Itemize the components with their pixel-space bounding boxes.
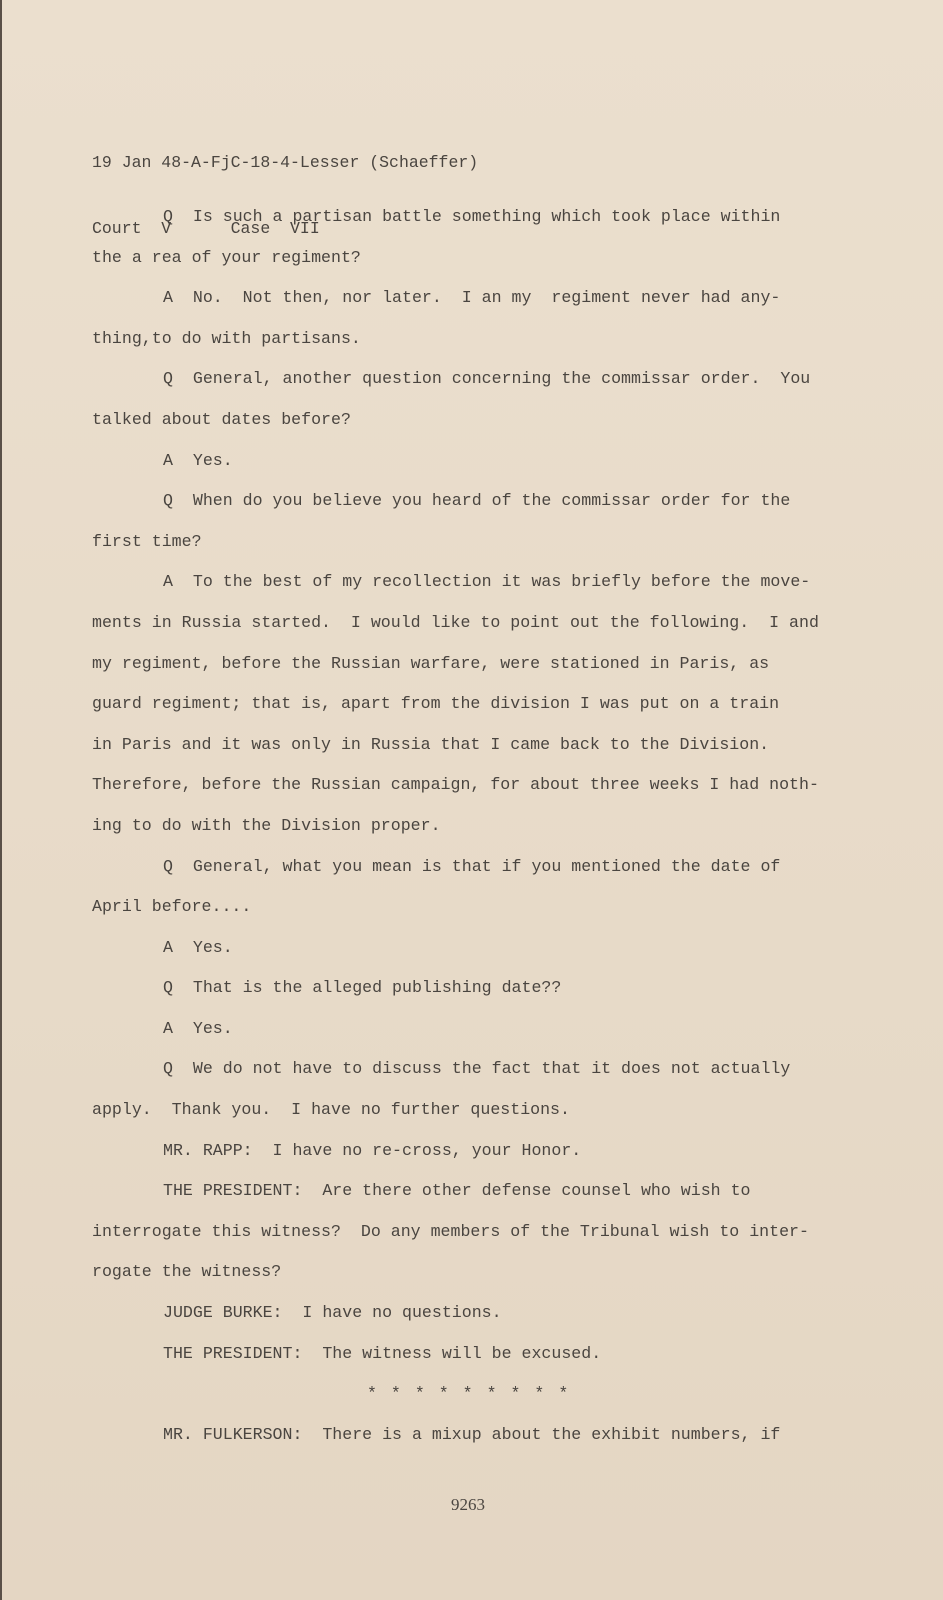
transcript-line: A To the best of my recollection it was briefly before the move- [163, 572, 811, 592]
transcript-line: A Yes. [163, 450, 233, 470]
transcript-line: talked about dates before? [92, 409, 351, 429]
transcript-line: Q When do you believe you heard of the commissar order for the [163, 491, 791, 511]
page-edge [0, 0, 2, 1600]
transcript-line: first time? [92, 531, 202, 551]
transcript-line: JUDGE BURKE: I have no questions. [163, 1303, 502, 1323]
transcript-line: the a rea of your regiment? [92, 247, 361, 267]
transcript-line: my regiment, before the Russian warfare, were stationed in Paris, as [92, 653, 770, 673]
page-number: 9263 [451, 1495, 485, 1514]
transcript-line: A Yes. [163, 937, 233, 957]
transcript-line: A No. Not then, nor later. I an my regiment never had any- [163, 288, 781, 308]
transcript-line: Q We do not have to discuss the fact that it does not actually [163, 1059, 791, 1079]
transcript-line: A Yes. [163, 1018, 233, 1038]
transcript-line: in Paris and it was only in Russia that I came back to the Division. [92, 734, 770, 754]
section-separator: * * * * * * * * * [367, 1384, 571, 1404]
transcript-line: thing,to do with partisans. [92, 328, 361, 348]
transcript-line: Q That is the alleged publishing date?? [163, 978, 562, 998]
transcript-line: guard regiment; that is, apart from the division I was put on a train [92, 694, 780, 714]
transcript-line: THE PRESIDENT: The witness will be excused. [163, 1343, 602, 1363]
transcript-line: THE PRESIDENT: Are there other defense counsel who wish to [163, 1181, 751, 1201]
header-reference: 19 Jan 48-A-FjC-18-4-Lesser (Schaeffer) [92, 153, 479, 172]
transcript-line: Therefore, before the Russian campaign, for about three weeks I had noth- [92, 775, 819, 795]
transcript-line: interrogate this witness? Do any members of the Tribunal wish to inter- [92, 1221, 809, 1241]
transcript-line: apply. Thank you. I have no further questions. [92, 1100, 570, 1120]
transcript-line: Q General, another question concerning the commissar order. You [163, 369, 811, 389]
transcript-line: rogate the witness? [92, 1262, 282, 1282]
transcript-line: ing to do with the Division proper. [92, 815, 441, 835]
transcript-line: Q General, what you mean is that if you mentioned the date of [163, 856, 781, 876]
transcript-line: Q Is such a partisan battle something which took place within [163, 207, 781, 226]
transcript-line: MR. FULKERSON: There is a mixup about the exhibit numbers, if [163, 1424, 781, 1444]
transcript-line: MR. RAPP: I have no re-cross, your Honor. [163, 1140, 582, 1160]
header-court-case: Court V Case VII [92, 219, 320, 238]
transcript-body [92, 205, 819, 1463]
transcript-line: April before.... [92, 897, 252, 917]
transcript-line: ments in Russia started. I would like to point out the following. I and [92, 612, 819, 632]
